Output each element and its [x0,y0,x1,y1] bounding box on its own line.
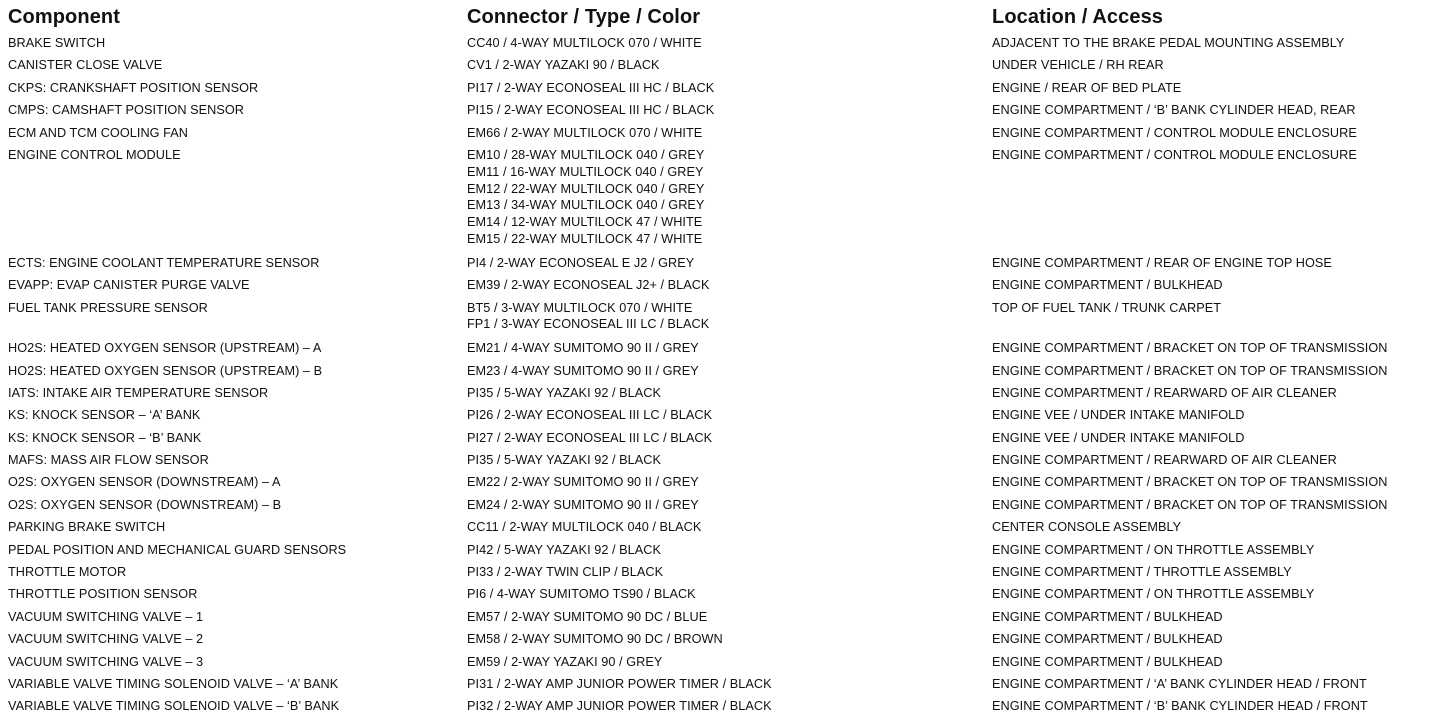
table-row [0,382,1440,404]
connector-line: PI33 / 2-WAY TWIN CLIP / BLACK [467,565,664,580]
location-cell: ENGINE COMPARTMENT / REARWARD OF AIR CLEANER [992,453,1337,468]
component-cell: IATS: INTAKE AIR TEMPERATURE SENSOR [8,385,269,400]
component-cell: FUEL TANK PRESSURE SENSOR [8,300,208,315]
table-row [0,539,1440,561]
connector-line: EM12 / 22-WAY MULTILOCK 040 / GREY [467,181,705,196]
connector-line: EM58 / 2-WAY SUMITOMO 90 DC / BROWN [467,632,723,647]
table-row [0,404,1440,426]
component-cell: KS: KNOCK SENSOR – ‘A’ BANK [8,408,201,423]
component-cell: KS: KNOCK SENSOR – ‘B’ BANK [8,430,202,445]
component-cell: EVAPP: EVAP CANISTER PURGE VALVE [8,278,250,293]
connector-line: EM22 / 2-WAY SUMITOMO 90 II / GREY [467,475,699,490]
table-row [0,449,1440,471]
connector-cell [459,539,984,559]
table-row [0,561,1440,583]
connector-cell [459,516,984,536]
table-row [0,54,1440,76]
connector-line: EM66 / 2-WAY MULTILOCK 070 / WHITE [467,125,703,140]
component-cell: THROTTLE POSITION SENSOR [8,587,198,602]
table-row [0,252,1440,274]
connector-line: EM10 / 28-WAY MULTILOCK 040 / GREY [467,147,705,162]
connector-cell [459,651,984,671]
table-row [0,360,1440,382]
connector-cell [459,54,984,74]
connector-line: EM24 / 2-WAY SUMITOMO 90 II / GREY [467,497,699,512]
location-cell: ENGINE COMPARTMENT / BRACKET ON TOP OF TRANSMISSION [992,475,1388,490]
connector-line: EM57 / 2-WAY SUMITOMO 90 DC / BLUE [467,609,708,624]
connector-line: EM59 / 2-WAY YAZAKI 90 / GREY [467,654,663,669]
component-cell: PARKING BRAKE SWITCH [8,520,166,535]
component-cell: BRAKE SWITCH [8,36,106,50]
connector-cell [459,122,984,142]
location-cell: ENGINE COMPARTMENT / BULKHEAD [992,632,1223,647]
location-cell: ENGINE COMPARTMENT / ‘A’ BANK CYLINDER HEAD / FRONT [992,676,1367,691]
connector-cell [459,337,984,357]
connector-cell [459,32,984,52]
connector-cell [459,99,984,119]
table-row [0,651,1440,673]
connector-line: PI4 / 2-WAY ECONOSEAL E J2 / GREY [467,255,695,270]
connector-cell [459,695,984,715]
component-cell: HO2S: HEATED OXYGEN SENSOR (UPSTREAM) – B [8,363,323,378]
component-column-header: Component [8,6,120,28]
component-cell: MAFS: MASS AIR FLOW SENSOR [8,453,209,468]
table-row [0,32,1440,54]
component-cell: CMPS: CAMSHAFT POSITION SENSOR [8,103,245,118]
connector-line: PI35 / 5-WAY YAZAKI 92 / BLACK [467,453,662,468]
location-cell: ENGINE COMPARTMENT / BRACKET ON TOP OF TRANSMISSION [992,363,1388,378]
location-cell: CENTER CONSOLE ASSEMBLY [992,520,1182,535]
location-column-header: Location / Access [992,6,1164,28]
location-cell: ADJACENT TO THE BRAKE PEDAL MOUNTING ASSEMBLY [992,36,1345,50]
connector-line: EM11 / 16-WAY MULTILOCK 040 / GREY [467,164,704,179]
connector-cell [459,561,984,581]
table-row [0,77,1440,99]
component-cell: VARIABLE VALVE TIMING SOLENOID VALVE – ‘A’ BANK [8,676,339,691]
location-cell: ENGINE COMPARTMENT / ON THROTTLE ASSEMBLY [992,587,1315,602]
connector-line: PI32 / 2-WAY AMP JUNIOR POWER TIMER / BLACK [467,699,772,714]
location-cell: ENGINE COMPARTMENT / BRACKET ON TOP OF TRANSMISSION [992,497,1388,512]
connector-line: PI35 / 5-WAY YAZAKI 92 / BLACK [467,385,662,400]
location-cell: ENGINE COMPARTMENT / ‘B’ BANK CYLINDER HEAD, REAR [992,103,1356,118]
table-row [0,673,1440,695]
component-cell: O2S: OXYGEN SENSOR (DOWNSTREAM) – A [8,475,281,490]
connector-cell [459,144,984,248]
location-cell: ENGINE COMPARTMENT / REAR OF ENGINE TOP HOSE [992,255,1332,270]
location-cell: ENGINE COMPARTMENT / CONTROL MODULE ENCLOSURE [992,147,1357,162]
connector-line: PI6 / 4-WAY SUMITOMO TS90 / BLACK [467,587,696,602]
connector-line: EM14 / 12-WAY MULTILOCK 47 / WHITE [467,215,703,230]
location-cell: UNDER VEHICLE / RH REAR [992,58,1164,73]
table-row [0,516,1440,538]
table-header [0,2,1440,32]
component-cell: VACUUM SWITCHING VALVE – 1 [8,609,204,624]
connector-cell [459,382,984,402]
connector-cell [459,494,984,514]
connector-cell [459,606,984,626]
connector-line: CV1 / 2-WAY YAZAKI 90 / BLACK [467,58,660,73]
connector-line: FP1 / 3-WAY ECONOSEAL III LC / BLACK [467,317,710,332]
table-row [0,606,1440,628]
component-cell: VACUUM SWITCHING VALVE – 3 [8,654,204,669]
location-cell: ENGINE COMPARTMENT / CONTROL MODULE ENCLOSURE [992,125,1357,140]
location-cell: ENGINE COMPARTMENT / BRACKET ON TOP OF TRANSMISSION [992,341,1388,356]
connector-cell [459,77,984,97]
table-row [0,471,1440,493]
table-row [0,695,1440,717]
table-row [0,274,1440,296]
connector-line: CC40 / 4-WAY MULTILOCK 070 / WHITE [467,36,702,50]
connector-cell [459,274,984,294]
component-cell: VARIABLE VALVE TIMING SOLENOID VALVE – ‘B’ BANK [8,699,340,714]
connector-line: PI42 / 5-WAY YAZAKI 92 / BLACK [467,542,662,557]
location-cell: ENGINE COMPARTMENT / THROTTLE ASSEMBLY [992,565,1292,580]
connector-line: EM21 / 4-WAY SUMITOMO 90 II / GREY [467,341,699,356]
location-cell: ENGINE COMPARTMENT / ‘B’ BANK CYLINDER HEAD / FRONT [992,699,1368,714]
connector-cell [459,297,984,334]
connector-line: EM23 / 4-WAY SUMITOMO 90 II / GREY [467,363,699,378]
component-cell: THROTTLE MOTOR [8,565,127,580]
connector-line: EM39 / 2-WAY ECONOSEAL J2+ / BLACK [467,278,710,293]
location-cell: TOP OF FUEL TANK / TRUNK CARPET [992,300,1222,315]
table-row [0,297,1440,334]
table-row [0,427,1440,449]
connector-line: CC11 / 2-WAY MULTILOCK 040 / BLACK [467,520,702,535]
component-cell: O2S: OXYGEN SENSOR (DOWNSTREAM) – B [8,497,282,512]
location-cell: ENGINE COMPARTMENT / BULKHEAD [992,654,1223,669]
connector-line: PI26 / 2-WAY ECONOSEAL III LC / BLACK [467,408,713,423]
connector-line: PI15 / 2-WAY ECONOSEAL III HC / BLACK [467,103,715,118]
table-row [0,122,1440,144]
location-cell: ENGINE COMPARTMENT / BULKHEAD [992,609,1223,624]
connector-cell [459,360,984,380]
connector-cell [459,471,984,491]
connector-line: EM13 / 34-WAY MULTILOCK 040 / GREY [467,198,705,213]
component-cell: CKPS: CRANKSHAFT POSITION SENSOR [8,80,259,95]
component-cell: PEDAL POSITION AND MECHANICAL GUARD SENSORS [8,542,347,557]
location-cell: ENGINE VEE / UNDER INTAKE MANIFOLD [992,408,1245,423]
connector-cell [459,673,984,693]
component-cell: ENGINE CONTROL MODULE [8,147,181,162]
table-body [0,32,1440,718]
component-cell: ECTS: ENGINE COOLANT TEMPERATURE SENSOR [8,255,320,270]
component-cell: HO2S: HEATED OXYGEN SENSOR (UPSTREAM) – A [8,341,322,356]
table-row [0,337,1440,359]
connector-cell [459,252,984,272]
connector-line: EM15 / 22-WAY MULTILOCK 47 / WHITE [467,231,703,246]
location-cell: ENGINE COMPARTMENT / ON THROTTLE ASSEMBLY [992,542,1315,557]
component-cell: CANISTER CLOSE VALVE [8,58,163,73]
location-cell: ENGINE COMPARTMENT / REARWARD OF AIR CLEANER [992,385,1337,400]
connector-cell [459,427,984,447]
connector-line: PI31 / 2-WAY AMP JUNIOR POWER TIMER / BLACK [467,676,772,691]
location-cell: ENGINE VEE / UNDER INTAKE MANIFOLD [992,430,1245,445]
table-row [0,628,1440,650]
table-row [0,99,1440,121]
connector-line: PI17 / 2-WAY ECONOSEAL III HC / BLACK [467,80,715,95]
location-cell: ENGINE / REAR OF BED PLATE [992,80,1182,95]
table-row [0,583,1440,605]
connector-cell [459,404,984,424]
table-row [0,494,1440,516]
location-cell: ENGINE COMPARTMENT / BULKHEAD [992,278,1223,293]
connector-cell [459,449,984,469]
connector-line: BT5 / 3-WAY MULTILOCK 070 / WHITE [467,300,693,315]
component-cell: ECM AND TCM COOLING FAN [8,125,188,140]
connector-cell [459,628,984,648]
table-row [0,144,1440,248]
component-cell: VACUUM SWITCHING VALVE – 2 [8,632,204,647]
connector-column-header: Connector / Type / Color [467,6,701,28]
connector-cell [459,583,984,603]
connector-line: PI27 / 2-WAY ECONOSEAL III LC / BLACK [467,430,713,445]
